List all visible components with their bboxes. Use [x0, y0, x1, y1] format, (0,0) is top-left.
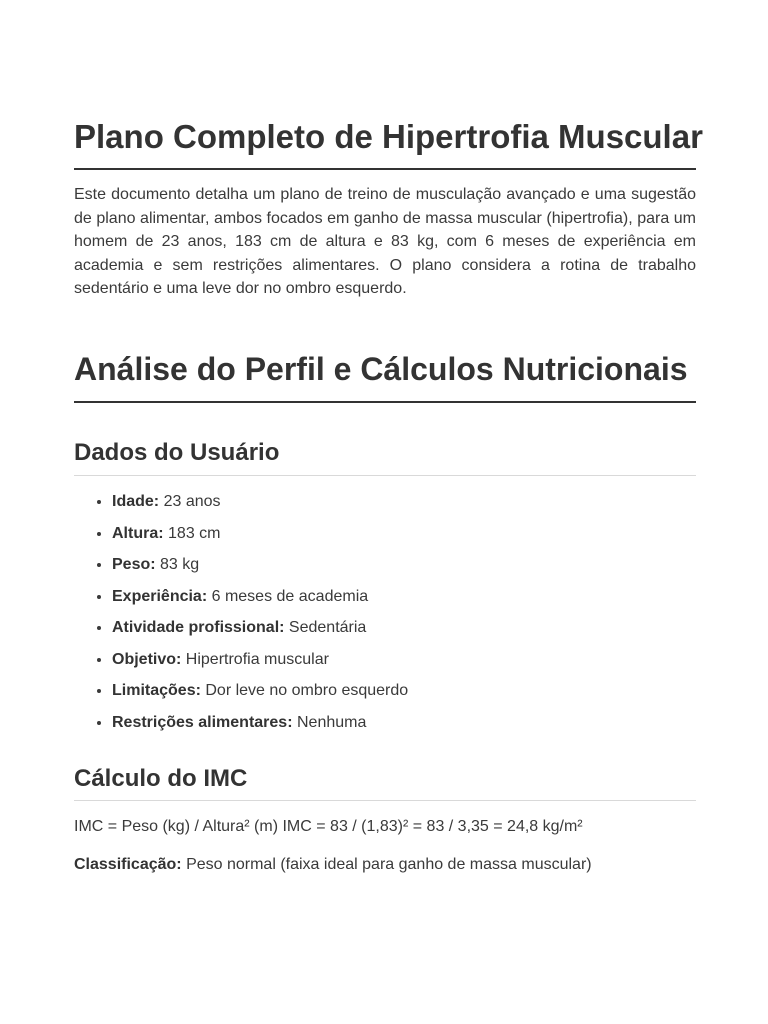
classification-label: Classificação:: [74, 856, 182, 873]
classification-value: Peso normal (faixa ideal para ganho de massa muscular): [186, 856, 592, 873]
list-item-height: [112, 518, 696, 550]
title-divider: [74, 168, 696, 170]
list-item-label: Idade:: [112, 493, 160, 510]
section-heading-profile: Análise do Perfil e Cálculos Nutricionais: [74, 351, 688, 387]
list-item-dietary-restrictions: [112, 707, 696, 739]
list-item-label: Experiência:: [112, 587, 208, 605]
imc-classification: [74, 854, 696, 876]
list-item-label: Objetivo:: [112, 650, 182, 668]
list-item-label: Altura:: [112, 524, 164, 542]
list-item-weight: [112, 549, 696, 581]
list-item-label: Atividade profissional:: [112, 619, 285, 636]
section-divider: [74, 401, 696, 403]
list-item-activity: [112, 612, 696, 644]
list-item-label: Restrições alimentares:: [112, 713, 293, 731]
list-item-value: 183 cm: [168, 524, 221, 542]
imc-formula: IMC = Peso (kg) / Altura² (m) IMC = 83 / (1,83)² = 83 / 3,35 = 24,8 kg/m²: [74, 818, 583, 835]
document-title: Plano Completo de Hipertrofia Muscular: [74, 118, 703, 155]
list-item-value: 83 kg: [160, 556, 200, 573]
list-item-limitations: [112, 675, 696, 707]
list-item-age: [112, 486, 696, 518]
list-item-goal: [112, 644, 696, 676]
list-item-experience: [112, 581, 696, 613]
list-item-value: 23 anos: [163, 493, 221, 510]
list-item-value: Sedentária: [288, 619, 367, 636]
user-data-list: [74, 486, 696, 738]
subsection-heading-imc: Cálculo do IMC: [74, 765, 248, 792]
intro-paragraph: Este documento detalha um plano de treino de musculação avançado e uma sugestão de plano alimentar, ambos focados em ganho de massa muscular (hipertrofia), para um homem de 23 anos, 183 cm de altura e 83 kg, com 6 meses de experiência em academia e sem restrições alimentares. O plano considera a rotina de trabalho sedentário e uma leve dor no ombro esquerdo.: [74, 186, 696, 297]
list-item-label: Peso:: [112, 556, 156, 573]
list-item-value: 6 meses de academia: [211, 587, 369, 605]
subsection-divider-imc: [74, 800, 696, 801]
subsection-heading-user-data: Dados do Usuário: [74, 439, 280, 466]
list-item-value: Nenhuma: [296, 713, 367, 731]
subsection-divider-user-data: [74, 475, 696, 476]
list-item-value: Dor leve no ombro esquerdo: [205, 682, 409, 699]
list-item-label: Limitações:: [112, 682, 201, 699]
list-item-value: Hipertrofia muscular: [185, 650, 329, 668]
